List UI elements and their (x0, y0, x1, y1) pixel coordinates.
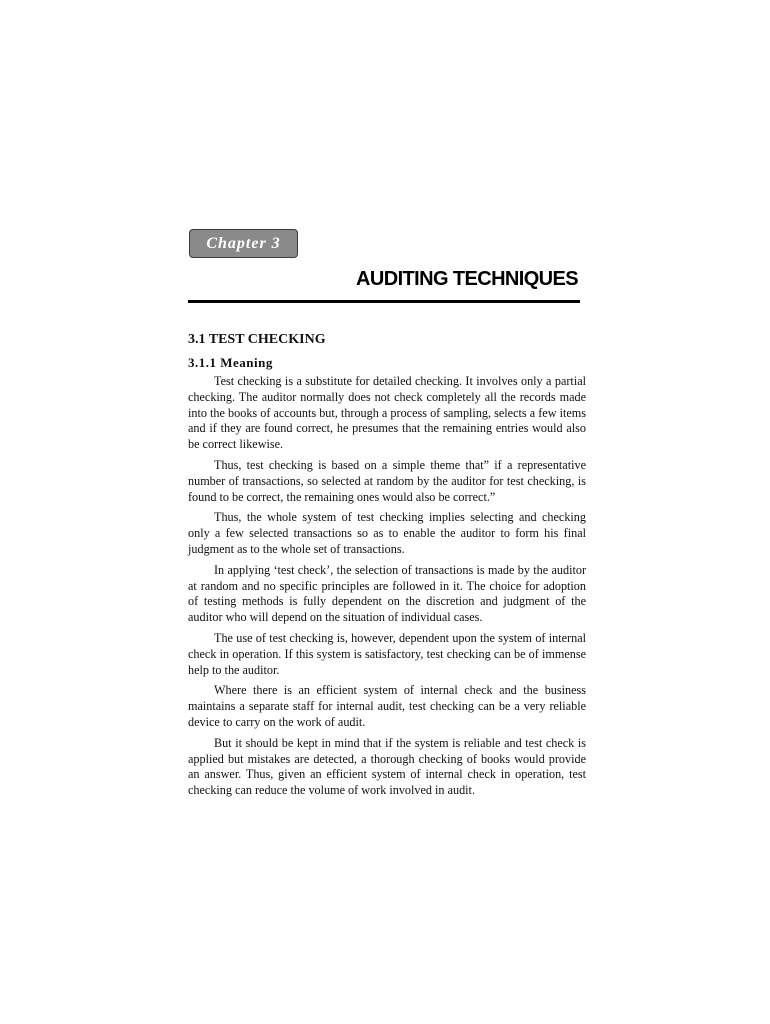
chapter-body (188, 330, 586, 804)
paragraph: But it should be kept in mind that if the system is reliable and test check is applied but mistakes are detected, a thorough checking of books would provide an answer. Thus, given an efficient system of internal check in operation, test checking can reduce the volume of work involved in audit. (188, 735, 586, 798)
subsection-heading: 3.1.1 Meaning (188, 355, 273, 370)
paragraph: The use of test checking is, however, dependent upon the system of internal check in operation. If this system is satisfactory, test checking can be of immense help to the auditor. (188, 630, 586, 677)
title-divider (188, 300, 580, 303)
section-heading: 3.1 TEST CHECKING (188, 332, 326, 347)
paragraph: Thus, the whole system of test checking implies selecting and checking only a few selected transactions so as to enable the auditor to form his final judgment as to the whole set of transactions. (188, 510, 586, 556)
paragraph: Test checking is a substitute for detailed checking. It involves only a partial checking. The auditor normally does not check completely all the records made into the books of accounts but, through a process of sampling, selects a few items and if they are found correct, he presumes that the remaining entries would also be correct likewise. (188, 374, 586, 452)
paragraph: Where there is an efficient system of internal check and the business maintains a separate staff for internal audit, test checking can be a very reliable device to carry on the work of audit. (188, 683, 586, 729)
chapter-label-badge: Chapter 3 (189, 229, 298, 258)
chapter-title: AUDITING TECHNIQUES (356, 268, 578, 290)
paragraph: In applying ‘test check’, the selection of transactions is made by the auditor at random and no specific principles are followed in it. The choice for adoption of testing methods is fully dependent on the discretion and judgment of the auditor who will depend on the situation of individual cases. (188, 562, 586, 625)
paragraph: Thus, test checking is based on a simple theme that” if a representative number of transactions, so selected at random by the auditor for test checking, is found to be correct, the remaining ones would also be correct.” (188, 457, 586, 504)
